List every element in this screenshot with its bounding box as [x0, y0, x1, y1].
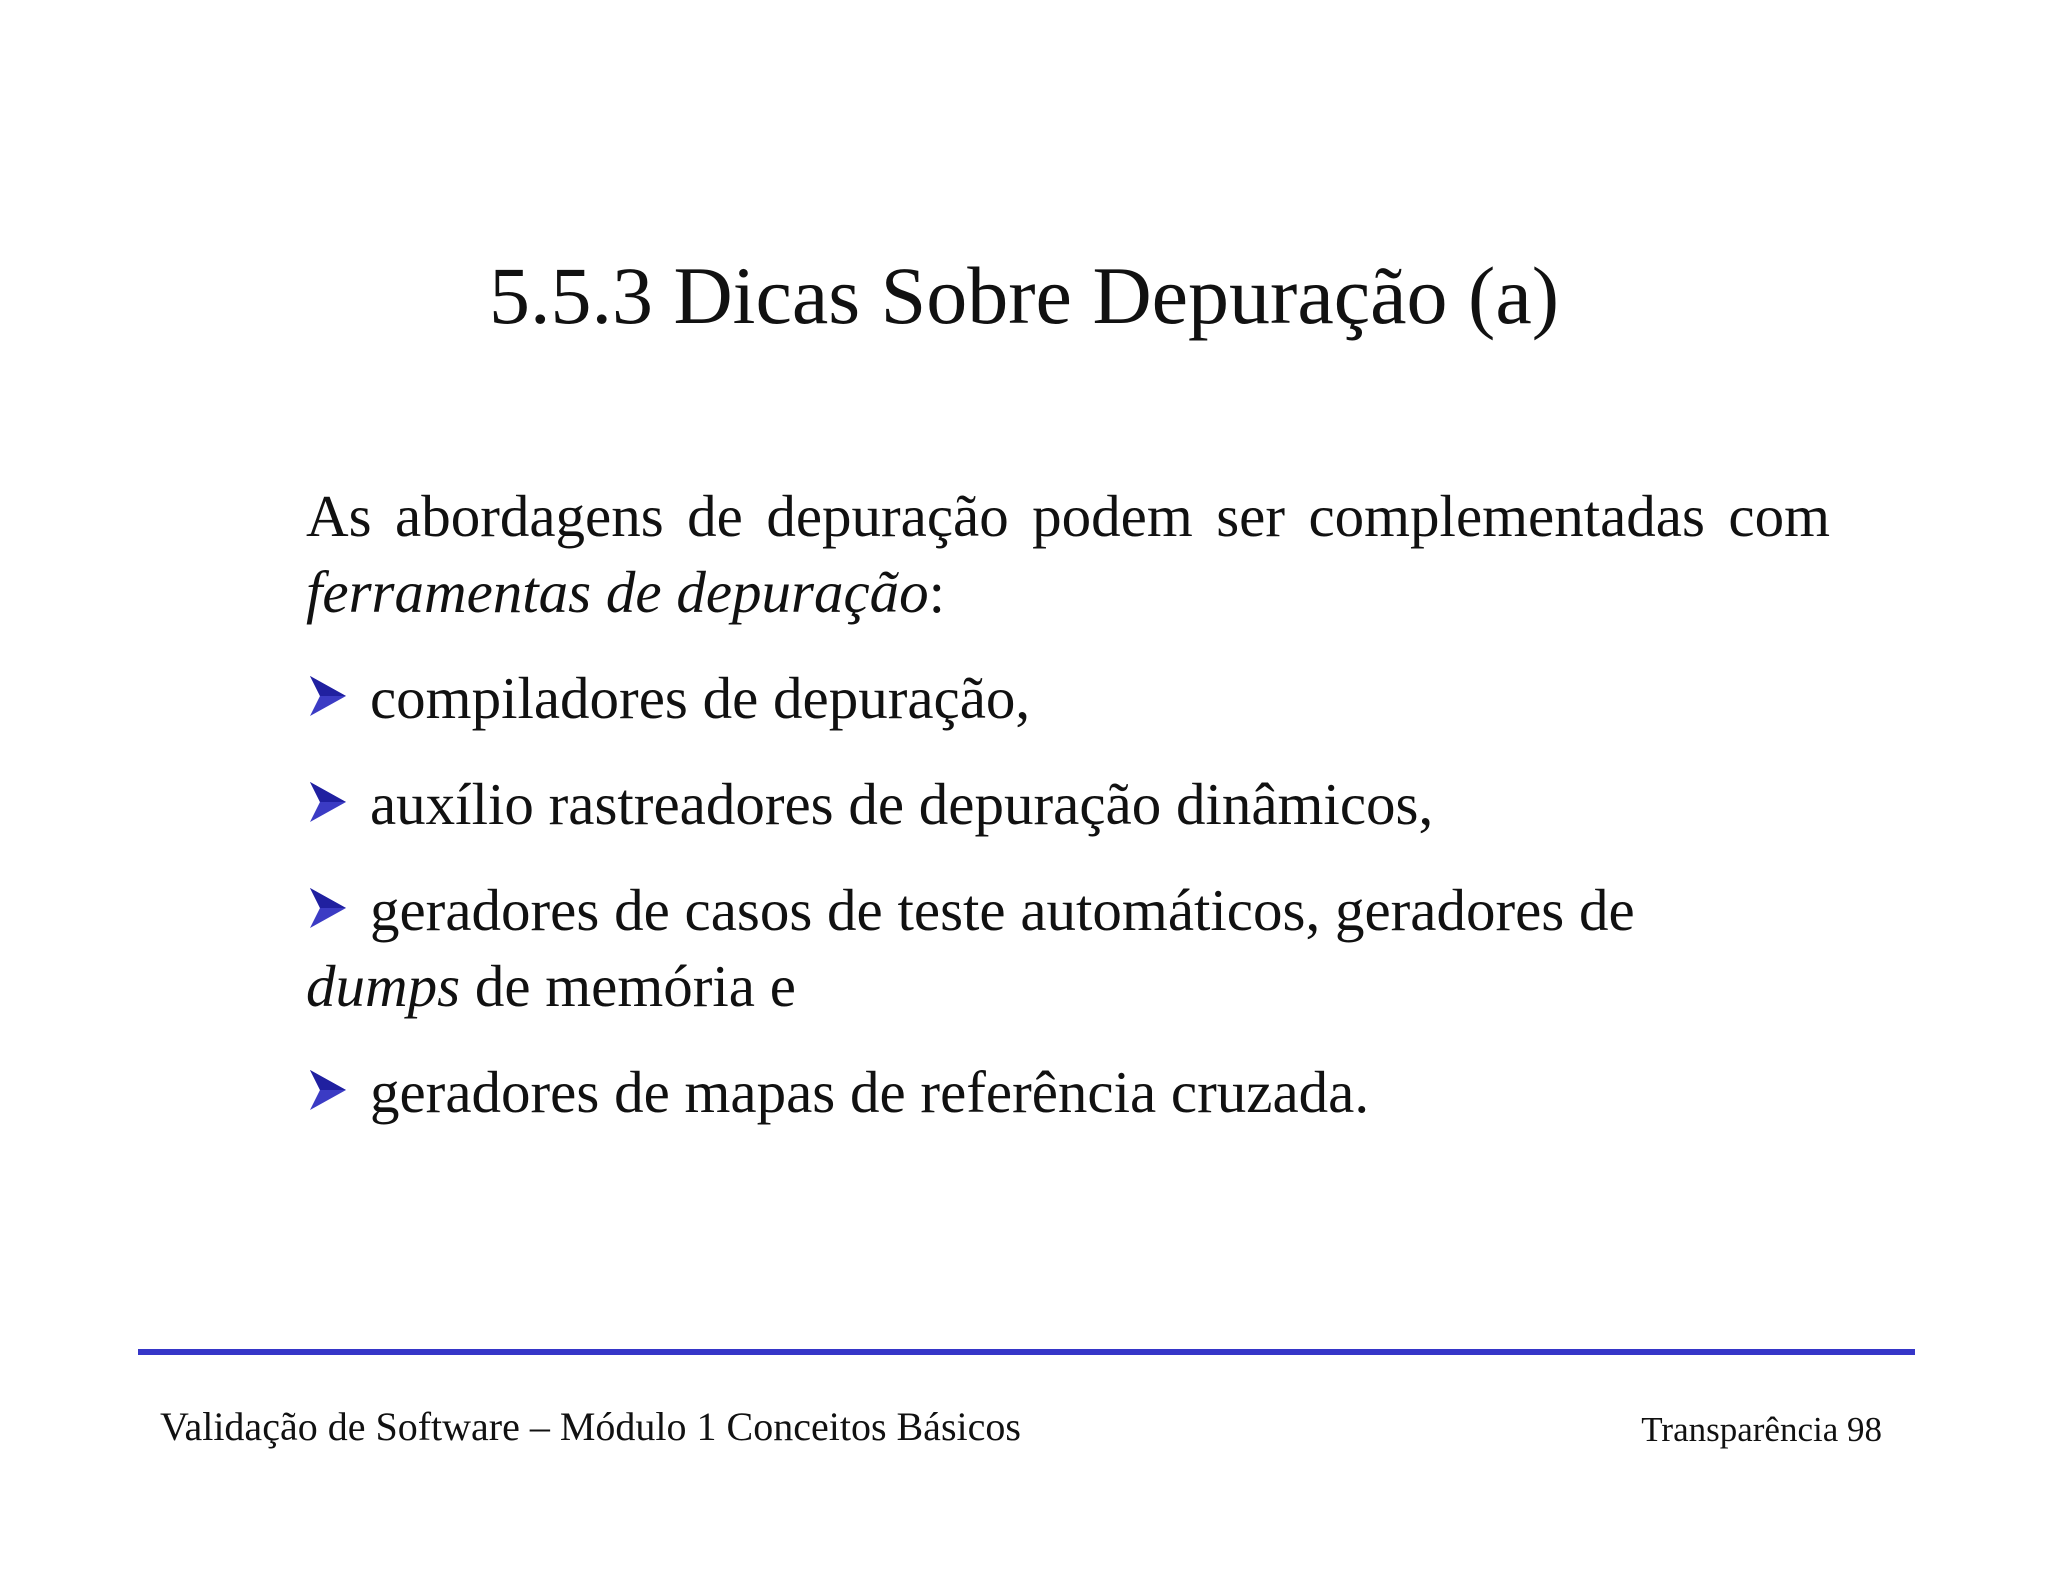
bullet-item — [306, 1054, 1830, 1130]
bullet-text: geradores de mapas de referência cruzada. — [370, 1059, 1370, 1125]
bullet-emphasis: dumps — [306, 953, 461, 1019]
slide-title: 5.5.3 Dicas Sobre Depuração (a) — [488, 250, 1560, 341]
bullet-item — [306, 660, 1830, 736]
bullet-text: compiladores de depuração, — [370, 665, 1031, 731]
footer-divider — [138, 1349, 1915, 1355]
intro-emphasis: ferramentas de depuração — [306, 559, 929, 625]
bullet-text: auxílio rastreadores de depuração dinâmicos, — [370, 771, 1434, 837]
bullet-text-after: de memória e — [460, 953, 796, 1019]
intro-text: As abordagens de depuração podem ser complementadas com — [306, 483, 1830, 549]
arrowhead-bullet-icon — [306, 1064, 350, 1116]
slide-body — [306, 478, 1830, 1130]
arrowhead-bullet-icon — [306, 776, 350, 828]
bullet-text: geradores de casos de teste automáticos, geradores de — [370, 877, 1635, 943]
intro-end: : — [928, 559, 946, 625]
arrowhead-bullet-icon — [306, 670, 350, 722]
intro-paragraph — [306, 478, 1830, 630]
arrowhead-bullet-icon — [306, 882, 350, 934]
bullet-item — [306, 872, 1830, 1024]
bullet-item — [306, 766, 1830, 842]
footer-slide-number: Transparência 98 — [1641, 1410, 1882, 1449]
footer-course-title: Validação de Software – Módulo 1 Conceitos Básicos — [160, 1404, 1021, 1449]
